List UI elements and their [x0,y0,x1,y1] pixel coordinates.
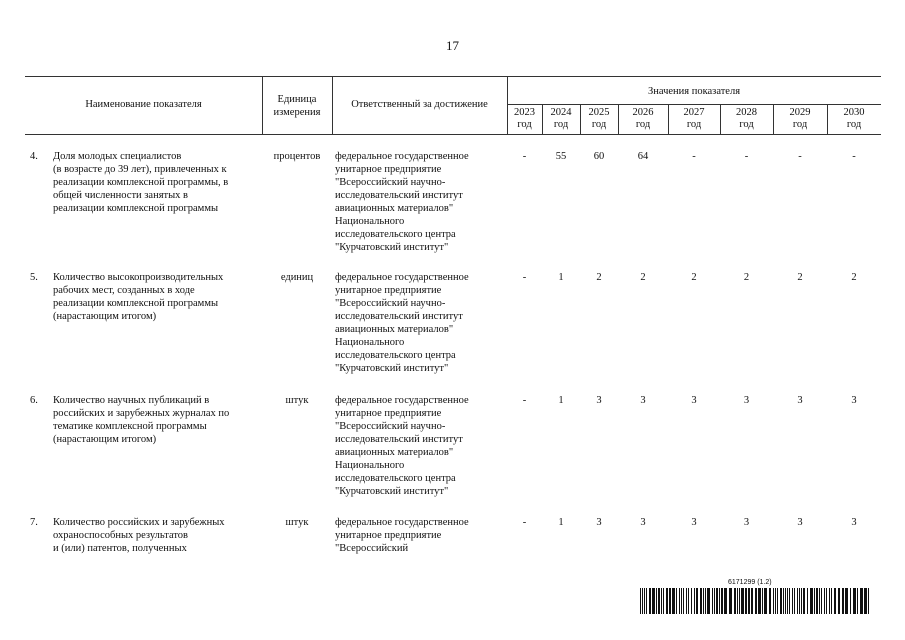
year-label: 2025 [588,107,610,118]
barcode-bar [737,588,738,614]
barcode-bar [792,588,793,614]
indicator-name [53,150,263,215]
page-number: 17 [446,38,459,53]
responsible-line: "Курчатовский институт" [335,242,449,254]
indicator-name-line: охраноспособных результатов [53,530,189,542]
value-2029: 3 [797,395,803,406]
barcode-bar [681,588,682,614]
year-suffix: год [846,119,862,131]
value-2030: 3 [851,517,857,528]
barcode-bar [712,588,713,614]
responsible-line: авиационных материалов" [335,203,454,215]
barcode-bar [683,588,684,614]
barcode-bar [755,588,757,614]
barcode-bar [857,588,858,614]
value-2024: 55 [555,151,567,162]
value-2026: 2 [640,272,646,283]
year-label: 2026 [632,107,654,118]
barcode-bar [764,588,767,614]
responsible-line: "Курчатовский институт" [335,486,449,498]
header-year [542,107,580,132]
value-2027: - [692,151,696,162]
value-2028: 2 [743,272,750,283]
responsible-line: федеральное государственное [335,517,469,528]
barcode-bar [640,588,641,614]
indicator-name [53,394,263,446]
year-label: 2024 [550,107,572,118]
barcode-bar [691,588,692,614]
year-label: 2027 [683,107,705,118]
indicator-name-line: (в возрасте до 39 лет), привлеченных к [53,164,227,176]
header-name: Наименование показателя [85,99,202,110]
value-2027: 3 [691,395,697,406]
barcode-bar [661,588,662,614]
responsible-line: унитарное предприятие [335,285,442,297]
indicator-name-line: общей численности занятых в [53,190,189,202]
barcode-bar [785,588,786,614]
value-2029: 3 [797,517,803,528]
barcode-bar [649,588,651,614]
value-2024: 1 [558,395,564,406]
value-2024: 1 [558,272,564,283]
year-suffix: год [686,119,702,131]
header-top-rule [25,76,881,77]
barcode-bar [714,588,715,614]
barcode-bar [721,588,723,614]
row-number: 7. [30,517,38,528]
barcode-bar [734,588,736,614]
barcode-bar [688,588,689,614]
header-unit-line: измерения [273,107,321,119]
barcode-bar [694,588,695,614]
year-suffix: год [739,119,754,131]
responsible-line: федеральное государственное [335,151,469,162]
responsible [335,150,507,254]
barcode-bar [658,588,660,614]
barcode-bar [850,588,851,614]
barcode-code: 6171299 (1.2) [728,579,772,586]
header-year [720,107,773,132]
responsible-line: "Всероссийский [335,543,409,555]
value-2024: 1 [558,517,564,528]
barcode-bar [773,588,774,614]
barcode-bar [864,588,867,614]
responsible-line: унитарное предприятие [335,408,442,420]
responsible-line: Национального [335,337,405,349]
barcode-bar [777,588,778,614]
value-2027: 3 [691,517,697,528]
barcode-bar [676,588,677,614]
barcode-bar [834,588,836,614]
indicator-name-line: (нарастающим итогом) [53,434,157,446]
indicator-name-line: реализации комплексной программы, в [53,177,229,189]
responsible-line: исследовательский институт [335,311,463,323]
barcode-bar [780,588,782,614]
responsible-line: унитарное предприятие [335,530,442,542]
responsible-line: федеральное государственное [335,272,469,283]
barcode-bar [666,588,668,614]
barcode-bar [703,588,704,614]
indicator-name-line: рабочих мест, созданных в ходе [53,285,195,297]
barcode-bar [829,588,830,614]
barcode-bar [816,588,818,614]
barcode-bar [741,588,744,614]
barcode-bar [729,588,732,614]
value-2025: 2 [596,272,602,283]
responsible-line: "Всероссийский научно- [335,177,446,189]
responsible-line: исследовательский институт [335,190,463,202]
barcode-bar [705,588,706,614]
barcode-bar [807,588,808,614]
header-year [507,107,542,132]
barcode-bar [826,588,827,614]
year-suffix: год [553,119,569,131]
header-responsible: Ответственный за достижение [351,99,488,110]
indicator-name-line: российских и зарубежных журналах по [53,408,230,420]
barcode-bar [762,588,763,614]
header-year [668,107,720,132]
unit: единиц [280,272,314,283]
unit: штук [285,395,309,406]
header-unit-line: Единица [277,94,317,105]
barcode-bar [719,588,720,614]
barcode-bar [794,588,795,614]
responsible-line: исследовательского центра [335,229,456,241]
header-bottom-rule [25,134,881,135]
year-label: 2028 [736,107,757,118]
indicator-name [53,516,263,555]
year-suffix: год [591,119,607,131]
value-2023: - [522,395,527,406]
row-number: 5. [30,272,38,283]
barcode-bar [783,588,784,614]
responsible-line: федеральное государственное [335,395,469,406]
barcode-bar [824,588,825,614]
value-2029: - [798,151,802,162]
value-2025: 3 [596,395,602,406]
indicator-name-line: Количество российских и зарубежных [53,517,225,528]
barcode-bar [745,588,747,614]
responsible-line: авиационных материалов" [335,324,454,336]
barcode-bar [797,588,798,614]
barcode-bar [842,588,844,614]
responsible-line: Национального [335,216,405,228]
responsible-line: исследовательского центра [335,473,456,485]
year-suffix: год [517,119,532,131]
barcode-bar [810,588,813,614]
barcode-bar [748,588,750,614]
indicator-name-line: Доля молодых специалистов [53,151,182,162]
value-2030: - [852,151,856,162]
barcode-bar [724,588,727,614]
barcode-bar [669,588,671,614]
year-suffix: год [792,119,808,131]
barcode-bar [739,588,740,614]
row-number: 4. [30,151,38,162]
barcode [640,588,871,614]
indicator-name-line: (нарастающим итогом) [53,311,157,323]
barcode-bar [652,588,655,614]
barcode-bar [814,588,815,614]
barcode-bar [868,588,869,614]
barcode-bar [799,588,800,614]
indicator-name [53,271,263,323]
barcode-bar [686,588,687,614]
barcode-bar [646,588,647,614]
barcode-bar [696,588,698,614]
year-suffix: год [635,119,651,131]
header-values-rule [507,104,881,105]
value-2026: 64 [637,151,649,162]
header-values: Значения показателя [647,86,741,97]
indicator-name-line: Количество научных публикаций в [53,395,210,406]
value-2025: 60 [593,151,605,162]
barcode-bar [789,588,790,614]
row-number: 6. [30,395,38,406]
header-year [618,107,668,132]
barcode-bar [707,588,710,614]
value-2030: 3 [851,395,857,406]
header-year [773,107,827,132]
barcode-bar [819,588,820,614]
indicator-name-line: Количество высокопроизводительных [53,272,224,283]
unit: штук [285,517,309,528]
barcode-bar [663,588,664,614]
responsible-line: "Всероссийский научно- [335,298,446,310]
indicator-name-line: реализации комплексной программы [53,298,219,310]
value-2028: - [744,151,749,162]
responsible-line: "Курчатовский институт" [335,363,449,375]
value-2023: - [522,272,527,283]
responsible [335,271,507,375]
value-2030: 2 [851,272,857,283]
value-2026: 3 [640,517,646,528]
year-label: 2029 [789,107,811,118]
barcode-bar [769,588,771,614]
value-2023: - [522,517,527,528]
header-year [580,107,618,132]
responsible-line: исследовательский институт [335,434,463,446]
barcode-bar [679,588,680,614]
barcode-bar [775,588,776,614]
barcode-bar [716,588,718,614]
header-year [827,107,881,132]
barcode-bar [700,588,702,614]
value-2025: 3 [596,517,602,528]
unit: процентов [273,151,321,162]
barcode-bar [860,588,863,614]
value-2029: 2 [797,272,803,283]
responsible-line: исследовательского центра [335,350,456,362]
responsible-line: "Всероссийский научно- [335,421,446,433]
barcode-bar [787,588,788,614]
responsible [335,394,507,498]
value-2023: - [522,151,527,162]
value-2028: 3 [743,395,750,406]
responsible-line: Национального [335,460,405,472]
barcode-bar [821,588,822,614]
header-unit [262,93,332,119]
indicator-name-line: реализации комплексной программы [53,203,219,215]
value-2028: 3 [743,517,750,528]
year-label: 2023 [514,107,535,118]
barcode-bar [642,588,643,614]
barcode-bar [803,588,805,614]
responsible-line: авиационных материалов" [335,447,454,459]
barcode-bar [758,588,761,614]
barcode-bar [831,588,832,614]
barcode-bar [644,588,645,614]
responsible [335,516,507,555]
value-2026: 3 [640,395,646,406]
year-label: 2030 [843,107,865,118]
indicator-name-line: и (или) патентов, полученных [53,543,187,555]
barcode-bar [672,588,675,614]
responsible-line: унитарное предприятие [335,164,442,176]
indicator-name-line: тематике комплексной программы [53,421,207,433]
barcode-bar [845,588,848,614]
barcode-bar [838,588,840,614]
barcode-bar [751,588,753,614]
value-2027: 2 [691,272,697,283]
barcode-bar [656,588,657,614]
barcode-bar [801,588,802,614]
barcode-bar [853,588,856,614]
